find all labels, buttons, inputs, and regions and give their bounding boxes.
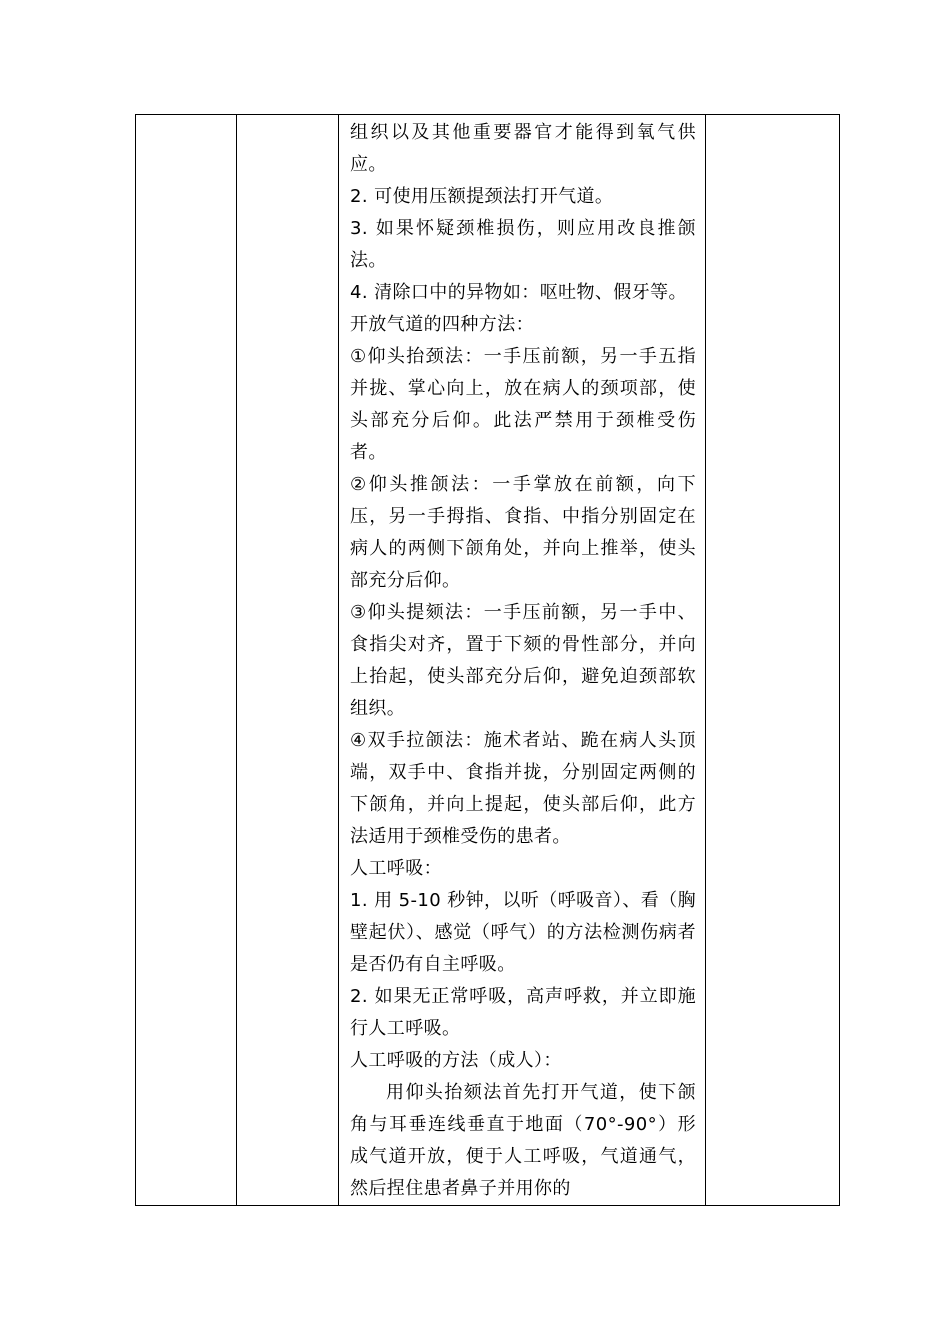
- table-cell-content: [339, 115, 706, 1206]
- paragraph: 开放气道的四种方法：: [350, 314, 534, 335]
- table-cell-2: [237, 115, 339, 1206]
- content-text: [350, 115, 696, 1205]
- paragraph: ①仰头抬颈法：一手压前额，另一手五指并拢、掌心向上，放在病人的颈项部，使头部充分后仰。此法严禁用于颈椎受伤者。: [350, 346, 696, 463]
- paragraph: 1. 用 5-10 秒钟，以听（呼吸音）、看（胸壁起伏）、感觉（呼气）的方法检测伤病者是否仍有自主呼吸。: [350, 890, 696, 975]
- document-table: [135, 114, 840, 1206]
- paragraph: 人工呼吸的方法（成人）：: [350, 1050, 562, 1071]
- paragraph: 用仰头抬颏法首先打开气道，使下颌角与耳垂连线垂直于地面（70°-90°）形成气道开放，便于人工呼吸，气道通气，然后捏住患者鼻子并用你的: [350, 1082, 696, 1199]
- table-row: [136, 115, 840, 1206]
- paragraph: ②仰头推颌法：一手掌放在前额，向下压，另一手拇指、食指、中指分别固定在病人的两侧下颌角处，并向上推举，使头部充分后仰。: [350, 474, 696, 591]
- paragraph: 组织以及其他重要器官才能得到氧气供应。: [350, 122, 696, 175]
- paragraph: ④双手拉颌法：施术者站、跪在病人头顶端，双手中、食指并拢，分别固定两侧的下颌角，并向上提起，使头部后仰，此方法适用于颈椎受伤的患者。: [350, 730, 696, 847]
- paragraph: 2. 可使用压额提颈法打开气道。: [350, 186, 614, 207]
- paragraph: 4. 清除口中的异物如：呕吐物、假牙等。: [350, 282, 687, 303]
- paragraph: ③仰头提颏法：一手压前额，另一手中、食指尖对齐，置于下颏的骨性部分，并向上抬起，使头部充分后仰，避免迫颈部软组织。: [350, 602, 696, 719]
- table-cell-1: [136, 115, 237, 1206]
- paragraph: 3. 如果怀疑颈椎损伤，则应用改良推颌法。: [350, 218, 696, 271]
- paragraph: 2. 如果无正常呼吸，高声呼救，并立即施行人工呼吸。: [350, 986, 696, 1039]
- paragraph: 人工呼吸：: [350, 858, 442, 879]
- table-cell-4: [706, 115, 840, 1206]
